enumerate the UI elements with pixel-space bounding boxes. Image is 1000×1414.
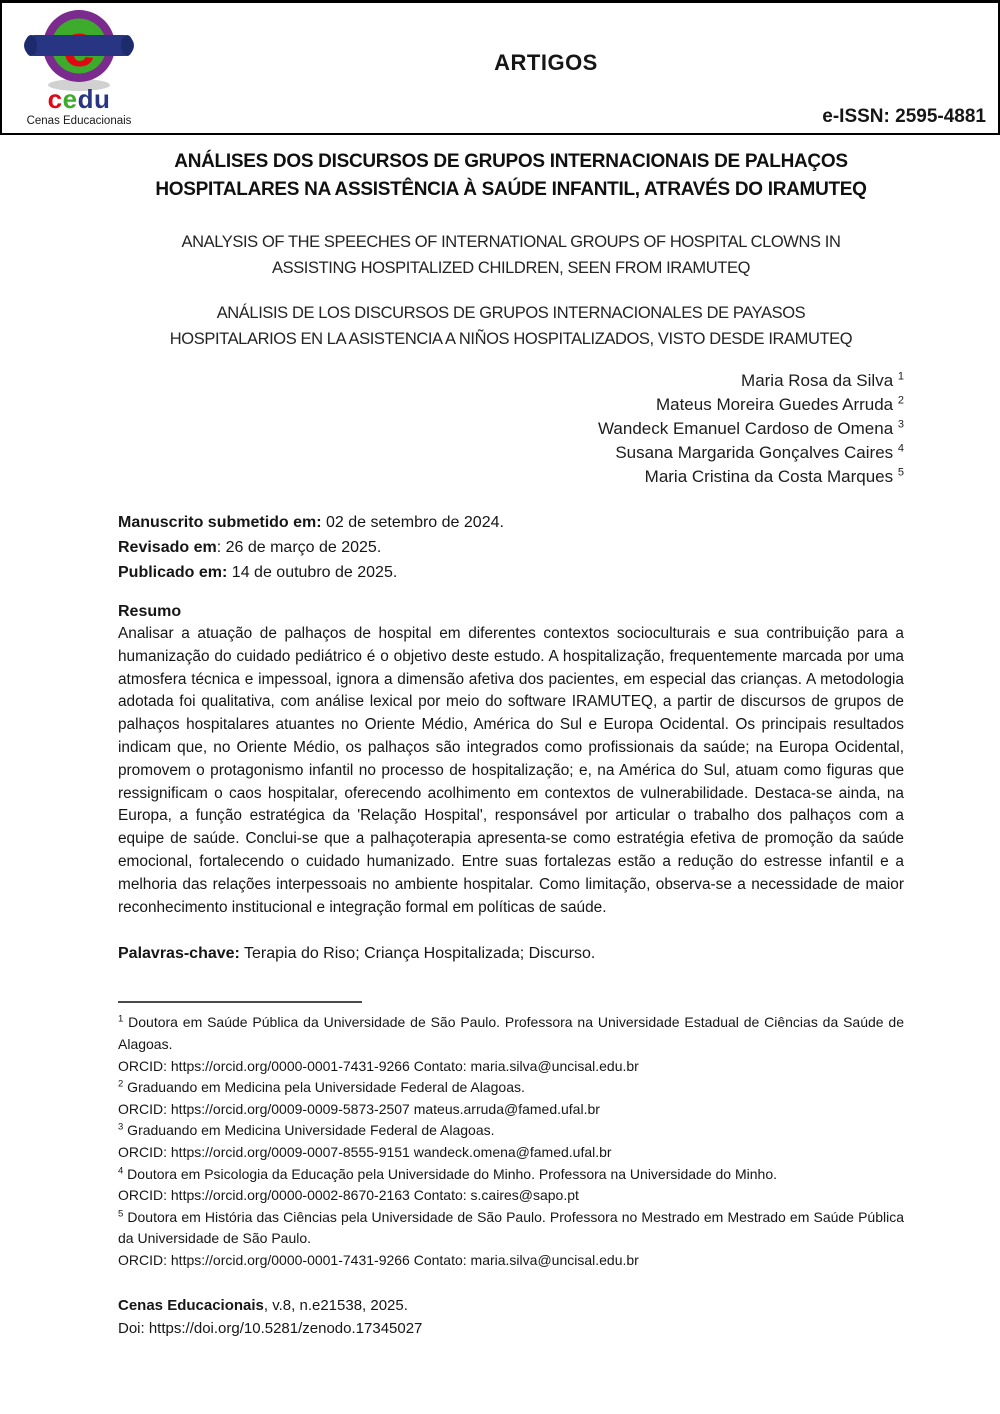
- logo-letter-c: c: [47, 84, 63, 114]
- logo-letter-u: u: [93, 84, 111, 114]
- eissn-label: e-ISSN: 2595-4881: [822, 106, 986, 127]
- published-date: [118, 560, 904, 585]
- author-5: [118, 465, 904, 489]
- keywords-label: Palavras-chave:: [118, 945, 240, 963]
- footnote-2-orcid: [118, 1099, 904, 1121]
- logo-subtitle: Cenas Educacionais: [26, 115, 132, 127]
- keywords: [118, 942, 904, 965]
- journal-issue: , v.8, n.e21538, 2025.: [263, 1297, 408, 1315]
- title-en-line-1: ANALYSIS OF THE SPEECHES OF INTERNATIONAL GROUPS OF HOSPITAL CLOWNS IN: [181, 233, 841, 251]
- author-2-affiliation-mark: 2: [897, 394, 904, 407]
- footnote-3-mark: 3: [118, 1121, 124, 1133]
- author-list: [118, 369, 904, 489]
- footnote-3-orcid: [118, 1142, 904, 1164]
- revised-date: [118, 535, 904, 560]
- revised-date-value: : 26 de março de 2025.: [216, 539, 382, 556]
- footnote-2-text: Graduando em Medicina pela Universidade Federal de Alagoas.: [123, 1079, 525, 1096]
- title-spanish: [118, 300, 904, 352]
- journal-citation: [118, 1294, 904, 1340]
- cedu-sphere-logo-icon: [23, 6, 135, 92]
- submitted-date-value: 02 de setembro de 2024.: [321, 514, 504, 531]
- abstract-text: Analisar a atuação de palhaços de hospital em diferentes contextos socioculturais e sua contribuição para a humanização do cuidado pediátrico é o objetivo deste estudo. A hospitalização, frequentemente marcada por uma atmosfera técnica e impessoal, ignora a dimensão afetiva dos pacientes, em especial das crianças. A metodologia adotada foi qualitativa, com análise lexical por meio do software IRAMUTEQ, a partir de discursos de grupos de palhaços hospitalares atuantes no Oriente Médio, América do Sul e Europa Ocidental. Os principais resultados indicam que, no Oriente Médio, os palhaços são integrados como profissionais da saúde; na Europa Ocidental, promovem o protagonismo infantil no processo de hospitalização; e, na América do Sul, atuam como figuras que ressignificam o caos hospitalar, oferecendo acolhimento em contextos de vulnerabilidade. Destaca-se ainda, na Europa, a função estratégica da 'Relação Hospital', responsável por articular o trabalho dos palhaços com a equipe de saúde. Conclui-se que a palhaçoterapia apresenta-se como estratégia efetiva de promoção da saúde emocional, fortalecendo o cuidado humanizado. Entre suas fortalezas estão a redução do estresse infantil e a melhoria das relações interpessoais no ambiente hospitalar. Como limitação, observa-se a necessidade de maior reconhecimento institucional e integração formal em políticas de saúde.: [118, 625, 904, 916]
- section-label: ARTIGOS: [494, 50, 598, 75]
- footnote-1: [118, 1012, 904, 1055]
- footnote-5-mark: 5: [118, 1208, 124, 1220]
- author-2: [118, 393, 904, 417]
- author-4-name: Susana Margarida Gonçalves Caires: [615, 443, 898, 462]
- footnote-4-orcid: [118, 1185, 904, 1207]
- footnote-2-mark: 2: [118, 1078, 124, 1090]
- author-1-name: Maria Rosa da Silva: [741, 371, 898, 390]
- footnote-1-orcid: [118, 1056, 904, 1078]
- footnote-2: [118, 1077, 904, 1099]
- journal-issue-line: [118, 1294, 904, 1317]
- logo-wordmark: [8, 86, 150, 112]
- footnote-4-orcid-text: ORCID: https://orcid.org/0000-0002-8670-2163 Contato: s.caires@sapo.pt: [118, 1187, 579, 1204]
- title-es-line-2: HOSPITALARIOS EN LA ASISTENCIA A NIÑOS HOSPITALIZADOS, VISTO DESDE IRAMUTEQ: [169, 330, 853, 348]
- footnote-3-text: Graduando em Medicina Universidade Federal de Alagoas.: [123, 1122, 495, 1139]
- author-1-affiliation-mark: 1: [897, 370, 904, 383]
- title-pt-line-1: ANÁLISES DOS DISCURSOS DE GRUPOS INTERNACIONAIS DE PALHAÇOS: [174, 151, 848, 172]
- logo-letter-d: d: [77, 84, 94, 114]
- author-5-name: Maria Cristina da Costa Marques: [644, 467, 898, 486]
- title-es-line-1: ANÁLISIS DE LOS DISCURSOS DE GRUPOS INTERNACIONALES DE PAYASOS: [216, 304, 806, 322]
- logo-letter-e: e: [62, 84, 78, 114]
- journal-doi: Doi: https://doi.org/10.5281/zenodo.17345027: [118, 1320, 423, 1338]
- title-portuguese: [118, 148, 904, 204]
- author-5-affiliation-mark: 5: [897, 466, 904, 479]
- footnote-5-orcid-text: ORCID: https://orcid.org/0000-0001-7431-9266 Contato: maria.silva@uncisal.edu.br: [118, 1251, 639, 1268]
- footnote-5: [118, 1207, 904, 1250]
- published-date-label: Publicado em:: [118, 564, 228, 581]
- author-3: [118, 417, 904, 441]
- author-1: [118, 369, 904, 393]
- author-3-name: Wandeck Emanuel Cardoso de Omena: [598, 419, 898, 438]
- footnote-1-text: Doutora em Saúde Pública da Universidade de São Paulo. Professora na Universidade Estadual de Ciências da Saúde de Alagoas.: [118, 1014, 904, 1052]
- footnote-5-text: Doutora em História das Ciências pela Universidade de São Paulo. Professora no Mestrado em Mestrado em Saúde Pública da Universidade de São Paulo.: [118, 1208, 904, 1247]
- footnote-4-text: Doutora em Psicologia da Educação pela Universidade do Minho. Professora na Universidade do Minho.: [123, 1165, 778, 1182]
- published-date-value: 14 de outubro de 2025.: [227, 564, 398, 581]
- footnote-3-orcid-text: ORCID: https://orcid.org/0009-0007-8555-9151 wandeck.omena@famed.ufal.br: [118, 1143, 612, 1160]
- footnote-1-orcid-text: ORCID: https://orcid.org/0000-0001-7431-9266 Contato: maria.silva@uncisal.edu.br: [118, 1057, 639, 1074]
- revised-date-label: Revisado em: [118, 539, 217, 556]
- journal-name: Cenas Educacionais: [118, 1297, 264, 1315]
- footnote-1-mark: 1: [118, 1013, 124, 1025]
- footnote-2-orcid-text: ORCID: https://orcid.org/0009-0009-5873-2507 mateus.arruda@famed.ufal.br: [118, 1100, 600, 1117]
- submitted-date: [118, 510, 904, 535]
- keywords-value: Terapia do Riso; Criança Hospitalizada; Discurso.: [239, 945, 596, 963]
- article-content: [0, 148, 1000, 1340]
- footnote-5-orcid: [118, 1250, 904, 1272]
- title-en-line-2: ASSISTING HOSPITALIZED CHILDREN, SEEN FROM IRAMUTEQ: [271, 259, 751, 277]
- footnotes: [118, 1012, 904, 1271]
- footnote-4: [118, 1164, 904, 1186]
- author-3-affiliation-mark: 3: [897, 418, 904, 431]
- footnote-4-mark: 4: [118, 1164, 124, 1176]
- author-4-affiliation-mark: 4: [897, 442, 904, 455]
- submitted-date-label: Manuscrito submetido em:: [118, 514, 322, 531]
- manuscript-dates: [118, 510, 904, 585]
- author-2-name: Mateus Moreira Guedes Arruda: [655, 395, 898, 414]
- author-4: [118, 441, 904, 465]
- footnote-separator: [118, 1001, 362, 1003]
- abstract-heading: Resumo: [118, 603, 182, 620]
- title-english: [118, 229, 904, 281]
- footnote-3: [118, 1120, 904, 1142]
- journal-masthead: [0, 0, 1000, 135]
- title-pt-line-2: HOSPITALARES NA ASSISTÊNCIA À SAÚDE INFANTIL, ATRAVÉS DO IRAMUTEQ: [155, 179, 867, 200]
